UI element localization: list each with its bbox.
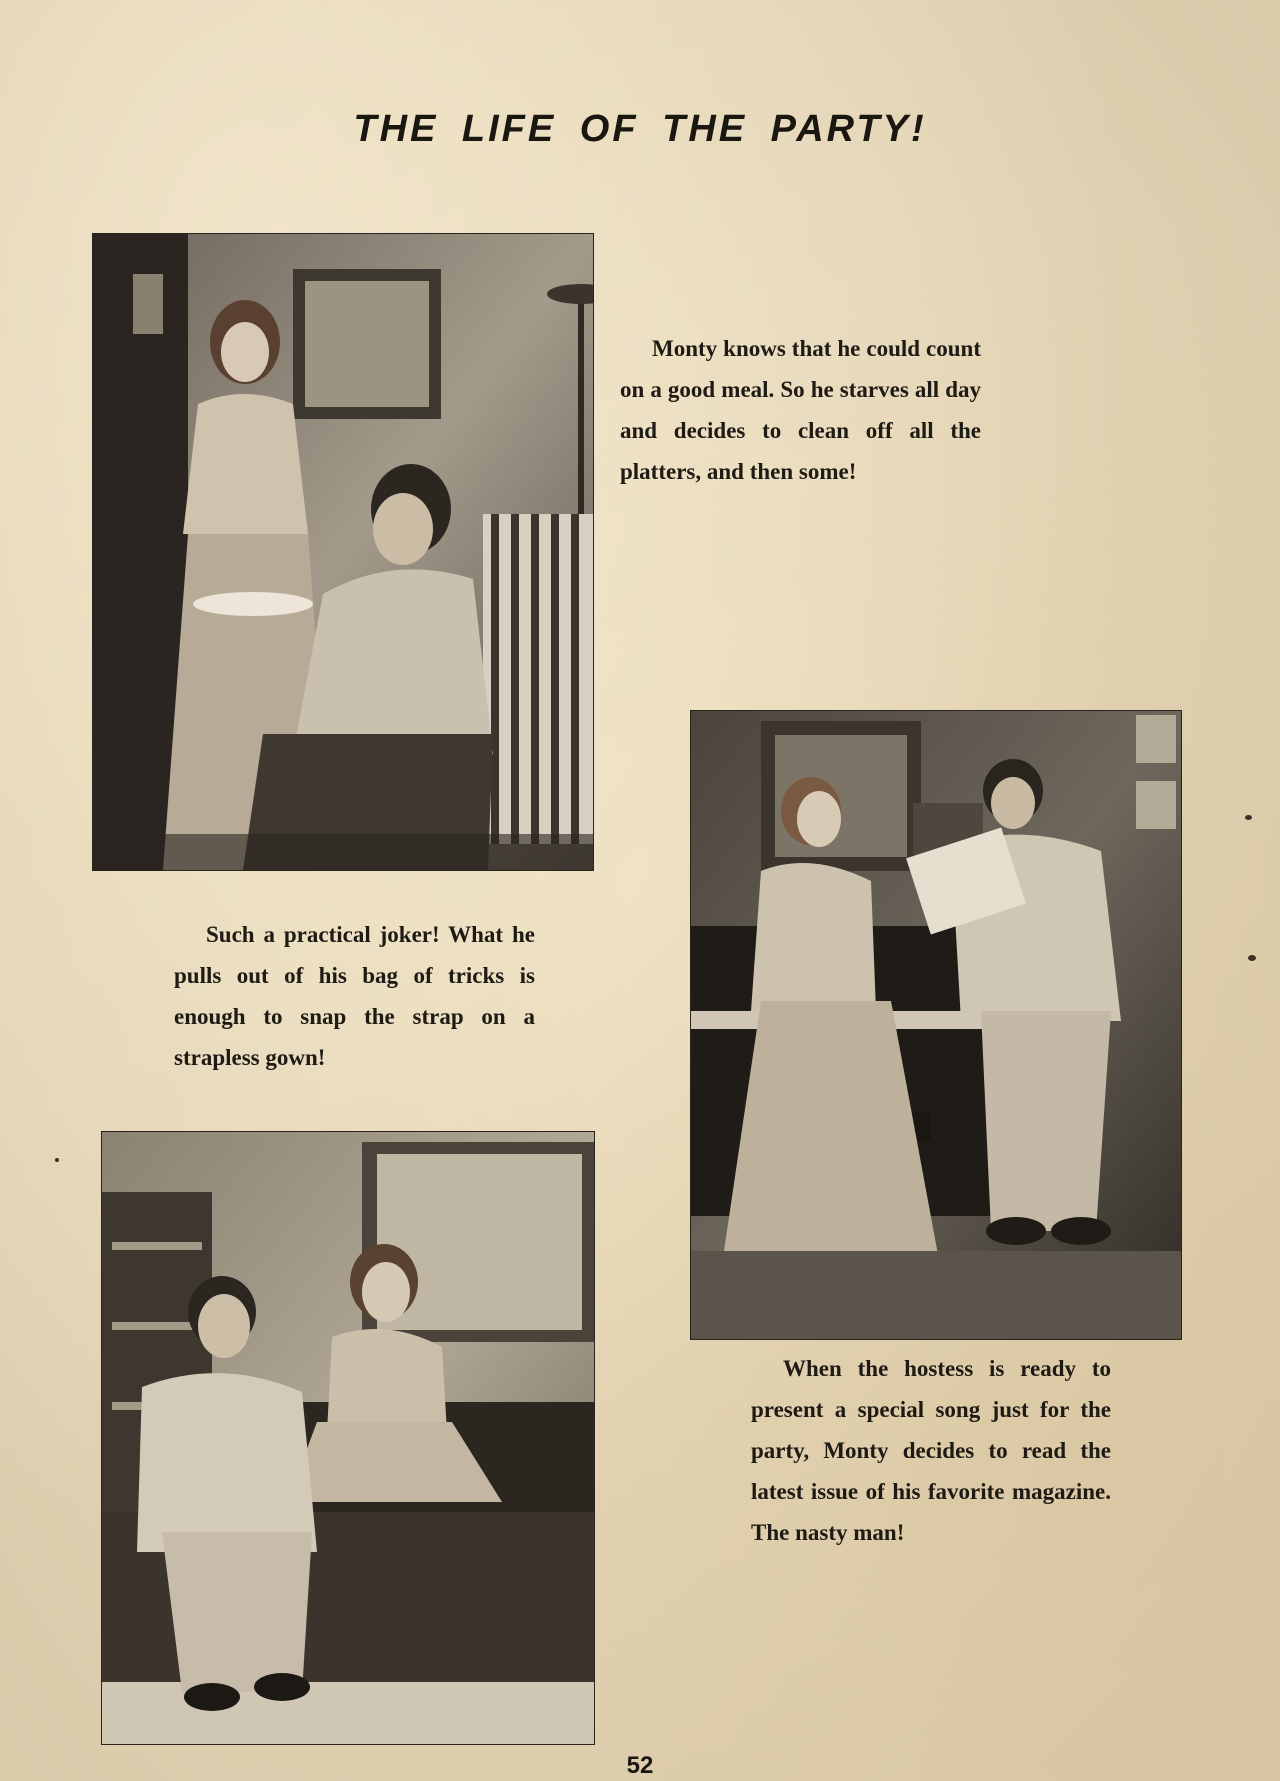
caption-monty-meal: Monty knows that he could count on a good meal. So he starves all day and decides to clean off all the platters, and then some! bbox=[620, 336, 981, 484]
caption-practical-joker: Such a practical joker! What he pulls out of his bag of tricks is enough to snap the strap on a strapless gown! bbox=[174, 922, 535, 1070]
photo-sofa-scene bbox=[101, 1131, 595, 1745]
paper-speck bbox=[55, 1158, 59, 1162]
photo-woman-with-plate bbox=[92, 233, 594, 871]
page-title: THE LIFE OF THE PARTY! bbox=[353, 108, 927, 150]
photo-2-image bbox=[691, 711, 1181, 1339]
photo-piano-magazine bbox=[690, 710, 1182, 1340]
paper-speck bbox=[1245, 815, 1252, 820]
paper-speck bbox=[1248, 955, 1256, 961]
page-number: 52 bbox=[626, 1752, 654, 1779]
caption-hostess-song: When the hostess is ready to present a special song just for the party, Monty decides to read the latest issue of his favorite magazine. The nasty man! bbox=[751, 1356, 1111, 1545]
photo-1-image bbox=[93, 234, 593, 870]
photo-3-image bbox=[102, 1132, 594, 1744]
